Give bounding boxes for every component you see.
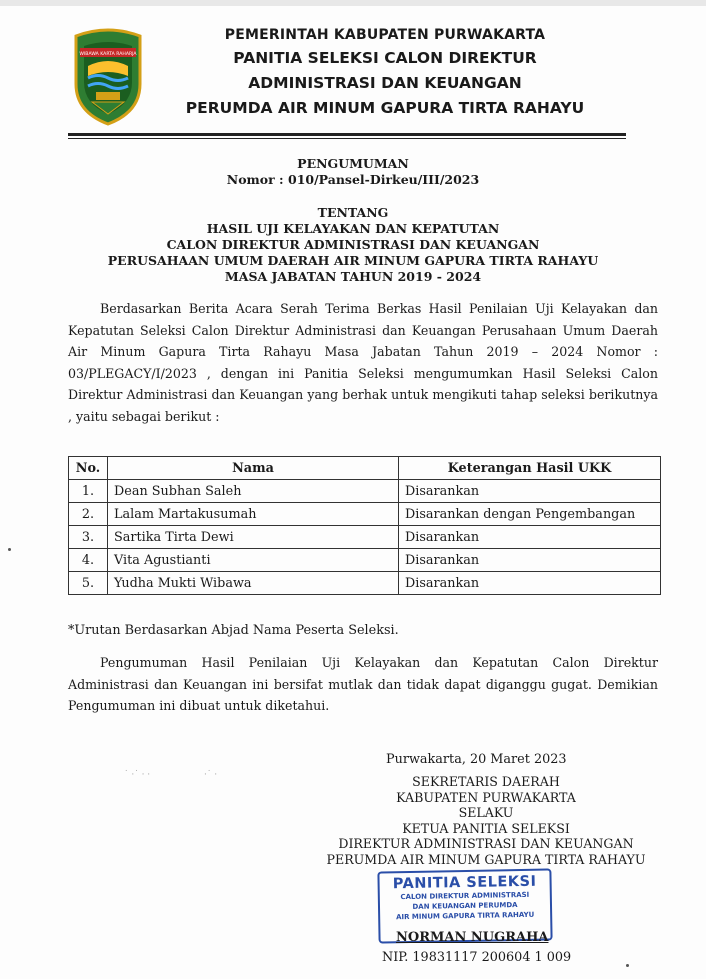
subject-line-2: CALON DIREKTUR ADMINISTRASI DAN KEUANGAN bbox=[166, 237, 540, 252]
row-no: 5. bbox=[69, 572, 108, 595]
letterhead-line-4: PERUMDA AIR MINUM GAPURA TIRTA RAHAYU bbox=[185, 99, 585, 117]
header-no: No. bbox=[69, 457, 108, 480]
letterhead-line-3: ADMINISTRASI DAN KEUANGAN bbox=[248, 74, 522, 92]
stamp-line-3: AIR MINUM GAPURA TIRTA RAHAYU bbox=[395, 910, 535, 922]
signatory-line-5: DIREKTUR ADMINISTRASI DAN KEUANGAN bbox=[338, 836, 634, 851]
letterhead bbox=[150, 24, 620, 121]
table-row bbox=[69, 480, 661, 503]
header-result: Keterangan Hasil UKK bbox=[399, 457, 661, 480]
table-header-row bbox=[69, 457, 661, 480]
scan-edge bbox=[0, 0, 706, 6]
row-no: 3. bbox=[69, 526, 108, 549]
row-name: Yudha Mukti Wibawa bbox=[108, 572, 399, 595]
row-result: Disarankan bbox=[399, 480, 661, 503]
scan-speck bbox=[8, 548, 11, 551]
scan-smudge: ·˙ · bbox=[204, 770, 218, 780]
subject-tentang: TENTANG bbox=[317, 205, 389, 220]
signatory-name: NORMAN NUGRAHA bbox=[396, 930, 549, 945]
row-no: 2. bbox=[69, 503, 108, 526]
closing-paragraph bbox=[68, 652, 658, 717]
subject-line-3: PERUSAHAAN UMUM DAERAH AIR MINUM GAPURA TIRTA RAHAYU bbox=[107, 253, 599, 268]
table-row bbox=[69, 572, 661, 595]
row-result: Disarankan dengan Pengembangan bbox=[399, 503, 661, 526]
letterhead-rule-thick bbox=[68, 133, 626, 136]
stamp-line-2: DAN KEUANGAN PERUMDA bbox=[412, 901, 518, 911]
scan-smudge: ˙ ·˙ · · bbox=[124, 770, 151, 780]
row-result: Disarankan bbox=[399, 572, 661, 595]
table-row bbox=[69, 526, 661, 549]
header-name: Nama bbox=[108, 457, 399, 480]
subject-line-1: HASIL UJI KELAYAKAN DAN KEPATUTAN bbox=[206, 221, 500, 236]
row-name: Vita Agustianti bbox=[108, 549, 399, 572]
place-date: Purwakarta, 20 Maret 2023 bbox=[386, 752, 567, 767]
signatory-line-1: SEKRETARIS DAERAH bbox=[412, 774, 560, 789]
row-name: Lalam Martakusumah bbox=[108, 503, 399, 526]
intro-text: Berdasarkan Berita Acara Serah Terima Berkas Hasil Penilaian Uji Kelayakan dan Kepatutan Seleksi Calon Direktur Administrasi dan Keuangan Perusahaan Umum Daerah Air Minum Gapura Tirta Rahayu Masa Jabatan Tahun 2019 – 2024 Nomor : 03/PLEGACY/I/2023 , dengan ini Panitia Seleksi mengumumkan Hasil Seleksi Calon Direktur Administrasi dan Keuangan yang berhak untuk mengikuti tahap seleksi berikutnya , yaitu sebagai berikut : bbox=[68, 301, 658, 424]
stamp-title: PANITIA SELEKSI bbox=[392, 873, 537, 893]
row-result: Disarankan bbox=[399, 526, 661, 549]
row-no: 4. bbox=[69, 549, 108, 572]
table-row bbox=[69, 549, 661, 572]
signatory-line-6: PERUMDA AIR MINUM GAPURA TIRTA RAHAYU bbox=[326, 851, 646, 867]
table-row bbox=[69, 503, 661, 526]
signatory-nip: NIP. 19831117 200604 1 009 bbox=[382, 950, 572, 965]
scan-speck bbox=[626, 964, 629, 967]
letterhead-line-1: PEMERINTAH KABUPATEN PURWAKARTA bbox=[224, 27, 546, 43]
row-no: 1. bbox=[69, 480, 108, 503]
purwakarta-emblem-icon bbox=[70, 26, 146, 126]
subject-line-4: MASA JABATAN TAHUN 2019 - 2024 bbox=[224, 269, 482, 284]
signatory-line-4: KETUA PANITIA SELEKSI bbox=[402, 820, 570, 836]
announcement-subject bbox=[60, 205, 646, 285]
intro-paragraph bbox=[68, 298, 658, 427]
announcement-title: PENGUMUMAN bbox=[297, 156, 409, 171]
signatory-line-2: KABUPATEN PURWAKARTA bbox=[396, 789, 576, 805]
announcement-header bbox=[60, 156, 646, 188]
letterhead-rule-thin bbox=[68, 138, 626, 139]
stamp-line-1: CALON DIREKTUR ADMINISTRASI bbox=[400, 890, 530, 902]
signature-block bbox=[316, 774, 656, 867]
logo-motto: WIBAWA KARTA RAHARJA bbox=[79, 52, 137, 57]
row-result: Disarankan bbox=[399, 549, 661, 572]
ordering-note: *Urutan Berdasarkan Abjad Nama Peserta Seleksi. bbox=[68, 623, 399, 638]
announcement-number: Nomor : 010/Pansel-Dirkeu/III/2023 bbox=[226, 172, 480, 187]
row-name: Sartika Tirta Dewi bbox=[108, 526, 399, 549]
signatory-line-3: SELAKU bbox=[458, 805, 514, 820]
letterhead-line-2: PANITIA SELEKSI CALON DIREKTUR bbox=[233, 49, 537, 67]
results-table bbox=[68, 456, 661, 595]
row-name: Dean Subhan Saleh bbox=[108, 480, 399, 503]
closing-text: Pengumuman Hasil Penilaian Uji Kelayakan dan Kepatutan Calon Direktur Administrasi dan Keuangan ini bersifat mutlak dan tidak dapat diganggu gugat. Demikian Pengumuman ini dibuat untuk diketahui. bbox=[68, 655, 658, 713]
